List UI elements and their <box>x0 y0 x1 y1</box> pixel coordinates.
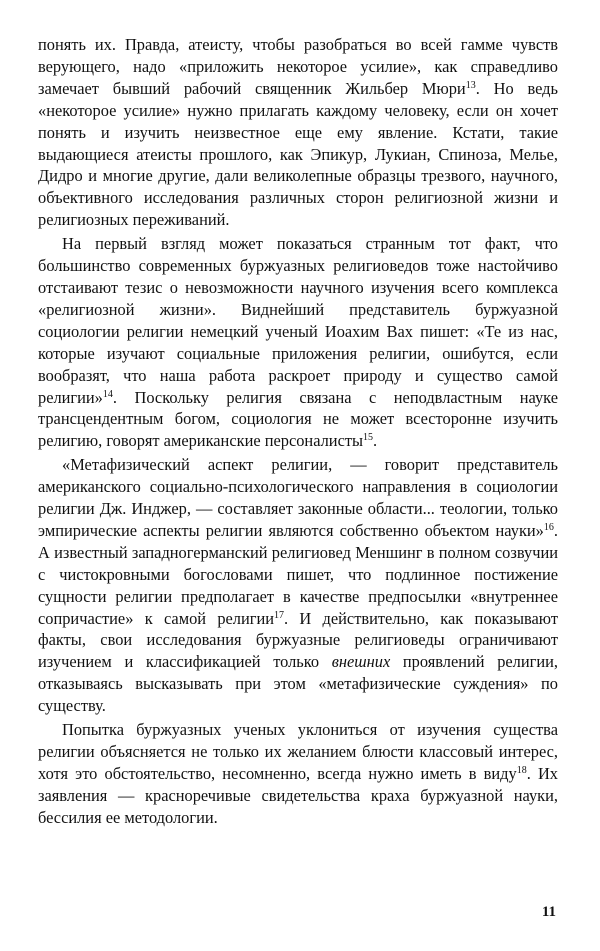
text-run: На первый взгляд может показаться странным тот факт, что большинство современных буржуазных религиоведов тоже настойчиво отстаивают тезис о невозможности научного изучения всего комплекса «религиозной жизни». Виднейший представитель буржуазной социологии религии немецкий ученый Иоахим Вах пишет: «Те из нас, которые изучают социальные приложения религии, ошибутся, если вообразят, что наша работа раскроет природу и существо самой религии» <box>38 234 558 407</box>
text-run: . И действительно, как показывают факты, свои исследования буржуазные религиоведы ограничивают изучением и классификацией только <box>38 608 558 672</box>
emphasis-text: внешних <box>331 652 391 672</box>
text-run: понять их. Правда, атеисту, чтобы разобраться во всей гамме чувств верующего, надо «приложить некоторое усилие», как справедливо замечает бывший рабочий священник Жильбер Мюри <box>38 35 558 98</box>
paragraph <box>38 34 558 231</box>
page-number: 11 <box>541 904 556 920</box>
footnote-ref: 14 <box>102 388 113 400</box>
footnote-ref: 18 <box>516 764 527 776</box>
text-run: . А известный западногерманский религиовед Меншинг в полном созвучии с чистокровными богословами пишет, что подлинное постижение сущности религии предполагает в качестве предпосылки «внутреннее сопричастие» к самой религии <box>38 520 558 628</box>
text-run: . Но ведь «некоторое усилие» нужно прилагать каждому человеку, если он хочет понять и изучить неизвестное еще ему явление. Кстати, такие выдающиеся атеисты прошлого, как Эпикур, Лукиан, Спиноза, Мелье, Дидро и многие другие, дали великолепные образцы трезвого, научного, объективного исследования различных сторон религиозной жизни и религиозных переживаний. <box>38 78 558 230</box>
text-run: «Метафизический аспект религии, — говорит представитель американского социально-психологического направления в социологии религии Дж. Инджер, — составляет законные области... теологии, только эмпирические аспекты религии являются собственно объектом науки» <box>38 455 558 540</box>
footnote-ref: 15 <box>363 432 374 444</box>
footnote-ref: 16 <box>543 521 554 533</box>
text-run: Попытка буржуазных ученых уклониться от изучения существа религии объясняется не только их желанием блюсти классовый интерес, хотя это обстоятельство, несомненно, всегда нужно иметь в виду <box>38 720 558 783</box>
footnote-ref: 13 <box>465 79 476 91</box>
paragraph <box>38 454 558 717</box>
text-run: . Поскольку религия связана с неподвластным науке трансцендентным богом, социология не может всесторонне изучить религию, говорят американские персоналисты <box>38 387 558 451</box>
footnote-ref: 17 <box>274 609 285 621</box>
paragraph <box>38 719 558 829</box>
body-text <box>38 34 558 829</box>
text-run: проявлений религии, отказываясь высказывать при этом «метафизические суждения» по существу. <box>38 652 558 716</box>
text-run: . Их заявления — красноречивые свидетельства краха буржуазной науки, бессилия ее методологии. <box>38 763 558 827</box>
text-run: . <box>373 431 378 451</box>
paragraph <box>38 233 558 452</box>
